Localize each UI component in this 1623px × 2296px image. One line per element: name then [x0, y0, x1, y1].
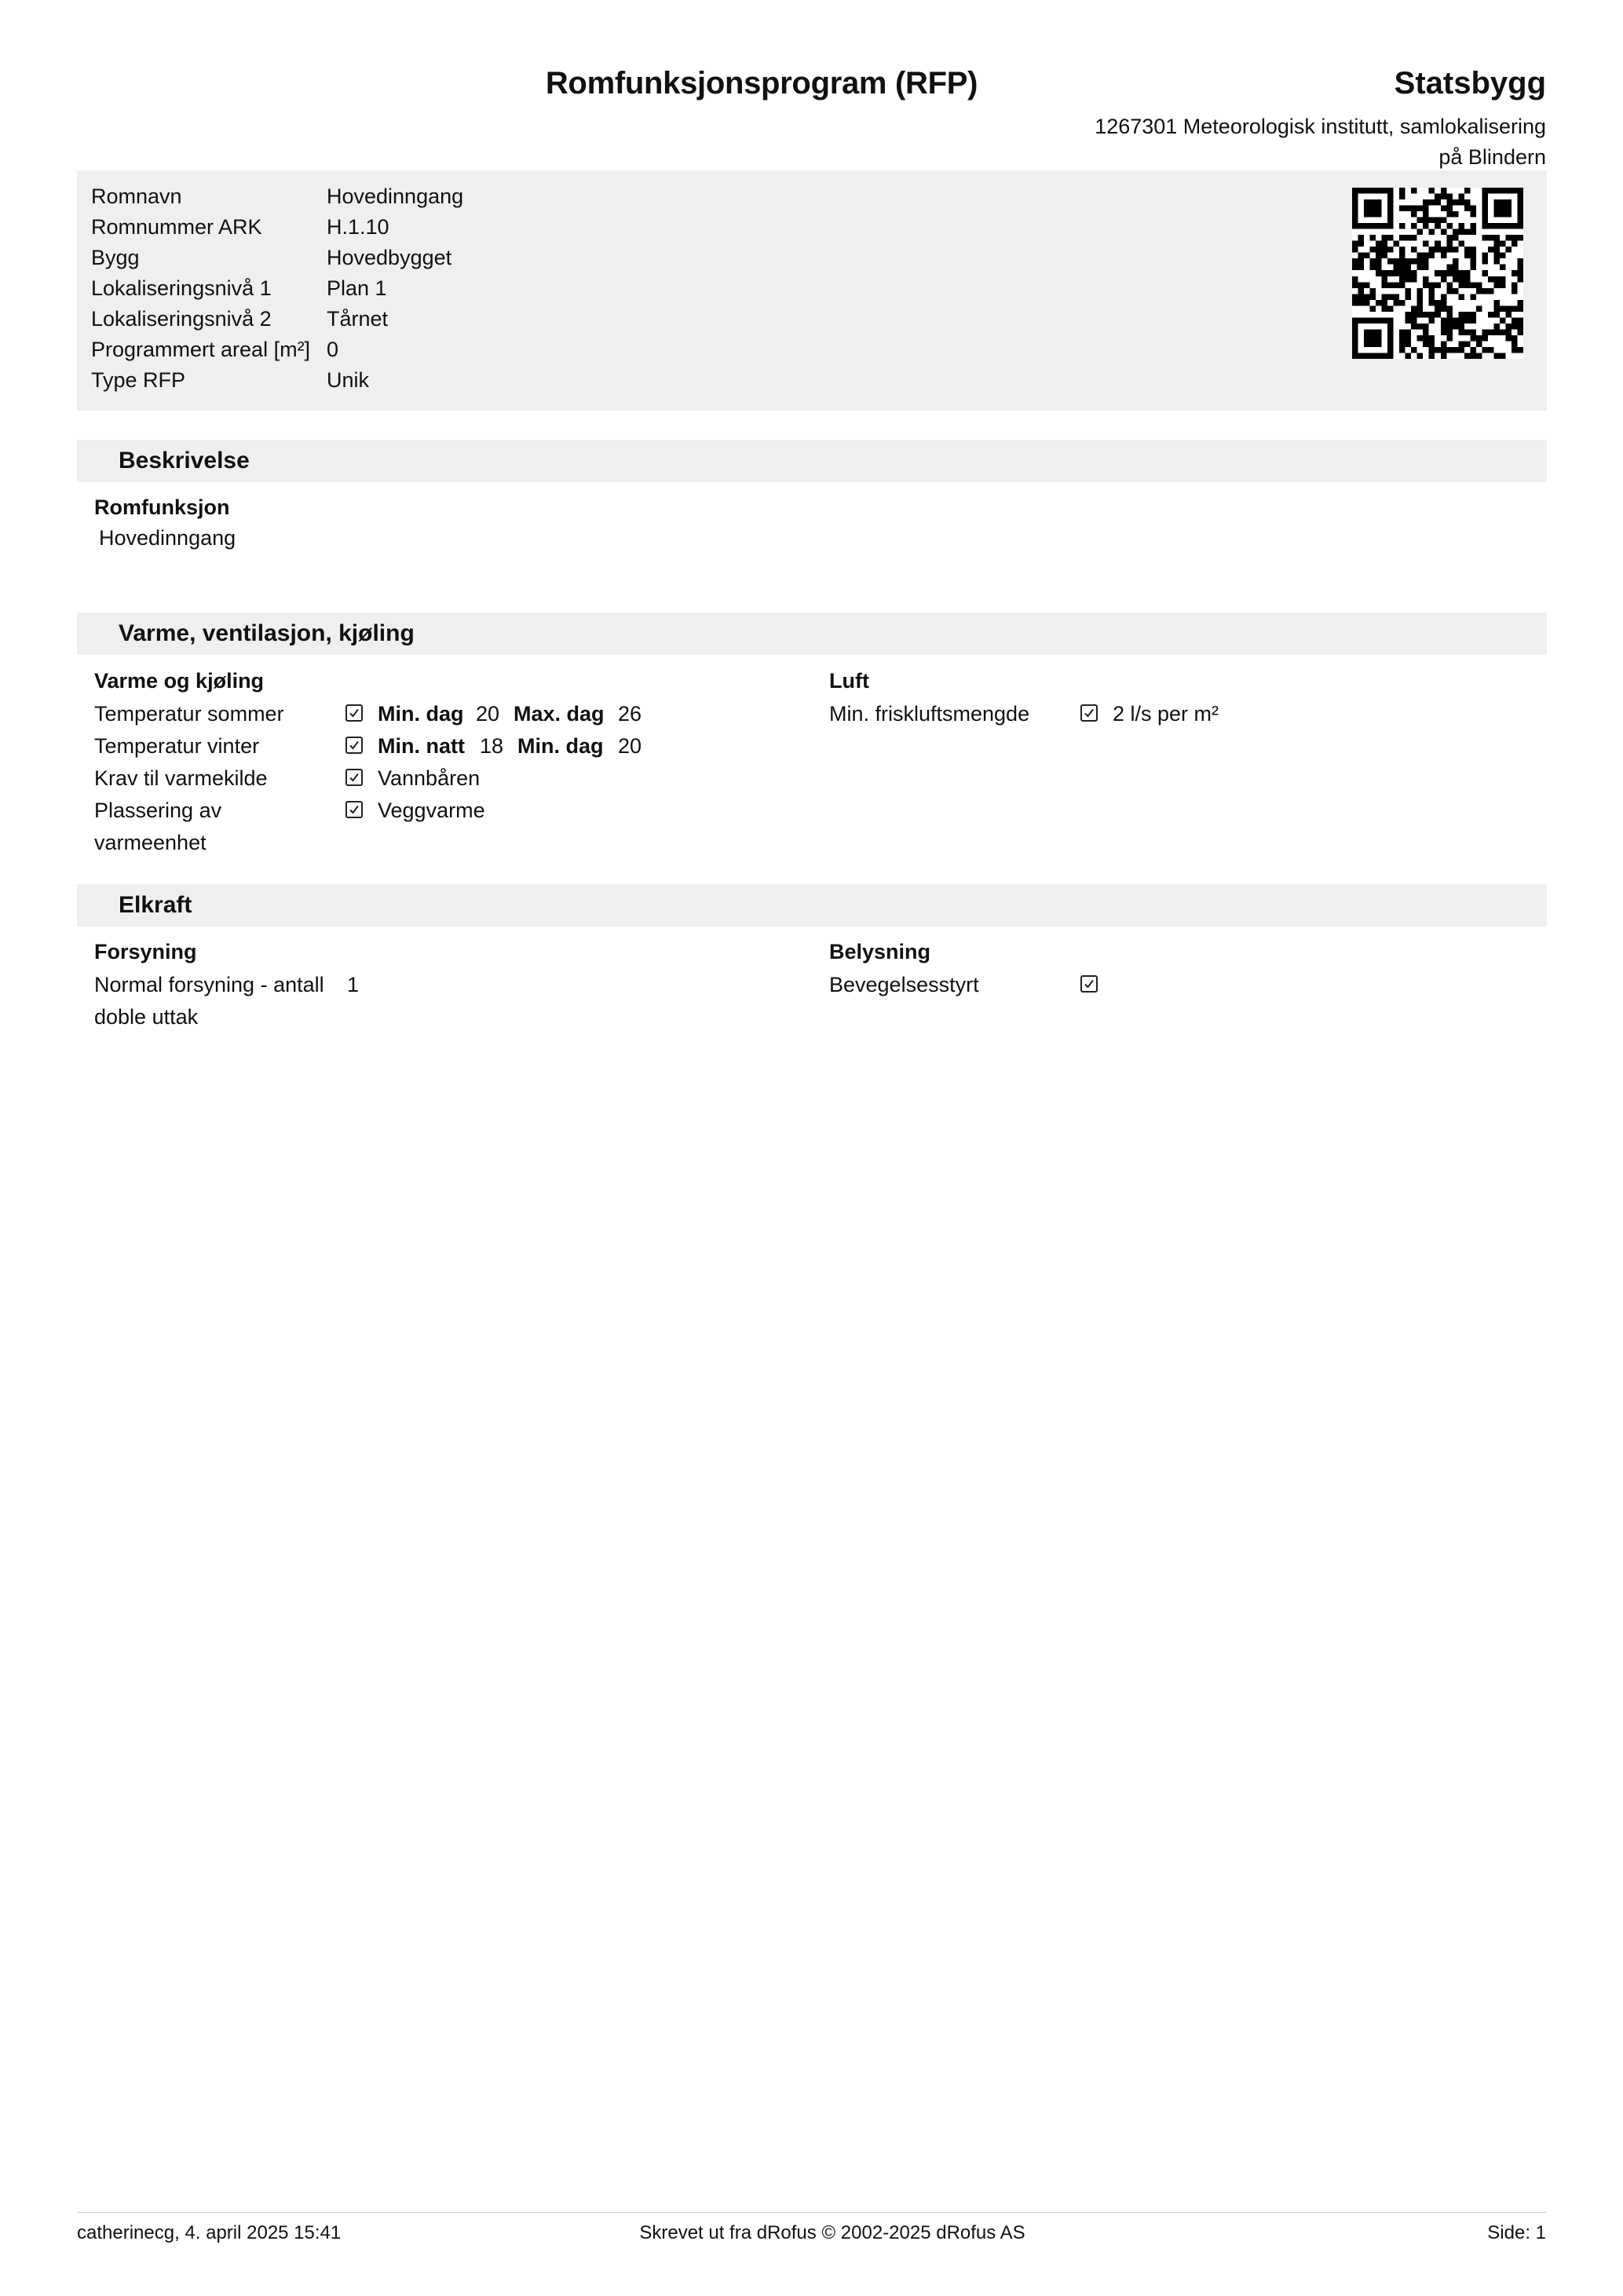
checkbox-checked-icon	[1080, 975, 1098, 993]
field-value: 26	[618, 702, 642, 726]
field-value: 18	[480, 734, 504, 758]
footer-user-timestamp: catherinecg, 4. april 2025 15:41	[77, 2222, 342, 2243]
field-key: Min. dag	[378, 702, 464, 726]
qr-code-icon	[1352, 188, 1523, 359]
field-krav-til-varmekilde	[94, 762, 722, 794]
field-min-friskluftsmengde	[829, 698, 1457, 729]
section-header-elkraft	[77, 884, 1547, 927]
info-label: Type RFP	[91, 368, 186, 392]
field-label: Krav til varmekilde	[94, 766, 268, 790]
section-title: Beskrivelse	[119, 448, 250, 473]
field-label: Normal forsyning - antall doble uttak	[94, 973, 324, 1029]
section-title: Elkraft	[119, 892, 192, 918]
info-value: Hovedinngang	[327, 185, 464, 208]
room-info-panel	[77, 170, 1547, 411]
field-label-romfunksjon: Romfunksjon	[94, 495, 230, 519]
subsection-title-belysning: Belysning	[829, 940, 931, 963]
field-temperatur-vinter	[94, 730, 722, 762]
info-label: Lokaliseringsnivå 2	[91, 307, 272, 331]
info-label: Bygg	[91, 246, 140, 269]
field-key: Min. dag	[517, 734, 604, 758]
field-value: 2 l/s per m²	[1113, 702, 1219, 726]
checkbox-checked-icon	[345, 737, 363, 754]
project-line-2: på Blindern	[1438, 145, 1546, 169]
field-bevegelsesstyrt	[829, 969, 1457, 1000]
field-value: 20	[618, 734, 642, 758]
field-label: Temperatur vinter	[94, 734, 260, 758]
subsection-title-luft: Luft	[829, 669, 869, 693]
project-line-1: 1267301 Meteorologisk institutt, samlokalisering	[1095, 115, 1546, 138]
field-plassering-av-varmeenhet	[94, 795, 722, 859]
info-label: Programmert areal [m²]	[91, 338, 311, 361]
field-value: 1	[347, 973, 360, 996]
info-value: Unik	[327, 368, 370, 392]
field-label: Min. friskluftsmengde	[829, 702, 1030, 726]
checkbox-checked-icon	[1080, 704, 1098, 722]
footer-divider	[77, 2212, 1547, 2213]
checkbox-checked-icon	[345, 801, 363, 818]
field-normal-forsyning	[94, 969, 722, 1033]
info-value: 0	[327, 338, 339, 361]
field-key: Min. natt	[378, 734, 465, 758]
info-value: Hovedbygget	[327, 246, 452, 269]
info-label: Romnavn	[91, 185, 182, 208]
brand-name: Statsbygg	[1394, 66, 1546, 101]
project-name	[1044, 112, 1546, 173]
field-value-romfunksjon: Hovedinngang	[99, 526, 236, 550]
document-title: Romfunksjonsprogram (RFP)	[545, 66, 978, 101]
info-value: Plan 1	[327, 276, 387, 300]
subsection-title-forsyning: Forsyning	[94, 940, 197, 963]
field-value: Veggvarme	[378, 799, 485, 822]
subsection-title-varme-og-kjoling: Varme og kjøling	[94, 669, 265, 693]
section-header-beskrivelse	[77, 440, 1547, 482]
field-key: Max. dag	[514, 702, 605, 726]
field-label: Temperatur sommer	[94, 702, 284, 726]
info-value: Tårnet	[327, 307, 389, 331]
field-value: 20	[476, 702, 500, 726]
field-value: Vannbåren	[378, 766, 481, 790]
info-label: Romnummer ARK	[91, 215, 262, 239]
checkbox-checked-icon	[345, 769, 363, 786]
checkbox-checked-icon	[345, 704, 363, 722]
info-label: Lokaliseringsnivå 1	[91, 276, 272, 300]
section-header-vvk	[77, 612, 1547, 655]
field-label: Bevegelsesstyrt	[829, 973, 979, 996]
footer-page-number: Side: 1	[1487, 2222, 1546, 2243]
footer-copyright: Skrevet ut fra dRofus © 2002-2025 dRofus AS	[639, 2222, 1025, 2243]
info-value: H.1.10	[327, 215, 389, 239]
field-temperatur-sommer	[94, 698, 722, 729]
field-label: Plassering av varmeenhet	[94, 799, 222, 854]
section-title: Varme, ventilasjon, kjøling	[119, 620, 415, 646]
